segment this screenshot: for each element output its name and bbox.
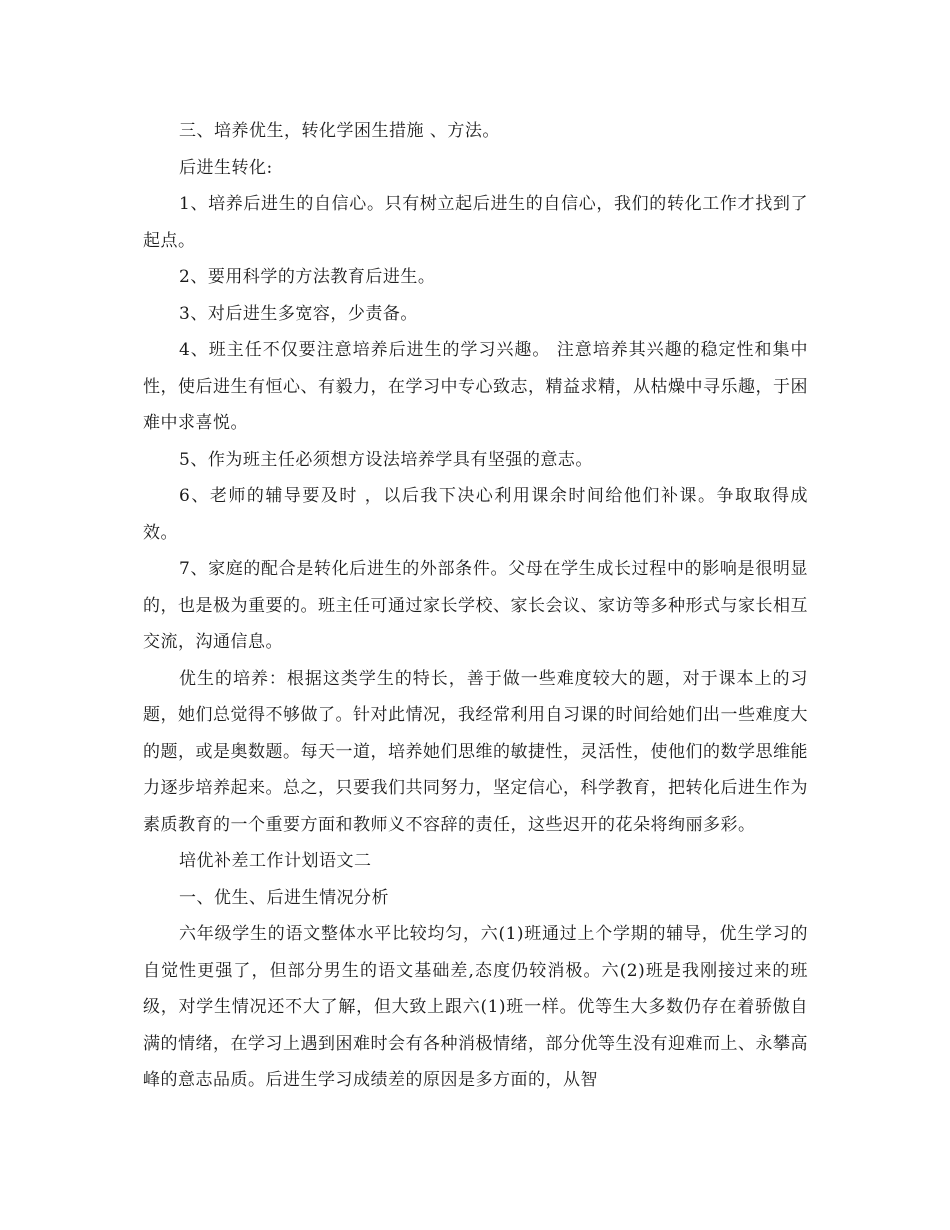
paragraph-section-1-heading: 一、优生、后进生情况分析 — [179, 887, 389, 908]
paragraph-plan-title: 培优补差工作计划语文二 — [179, 851, 372, 871]
paragraph-item-7: 7、家庭的配合是转化后进生的外部条件。父母在学生成长过程中的影响是很明显的，也是极为重要的。班主任可通过家长学校、家长会议、家访等多种形式与家长相互交流，沟通信息。 — [143, 559, 808, 652]
paragraph-item-3: 3、对后进生多宽容，少责备。 — [179, 303, 418, 324]
paragraph-top-students: 优生的培养：根据这类学生的特长，善于做一些难度较大的题，对于课本上的习题，她们总觉得不够做了。针对此情况，我经常利用自习课的时间给她们出一些难度大的题，或是奥数题。每天一道，培养她们思维的敏捷性，灵活性，使他们的数学思维能力逐步培养起来。总之，只要我们共同努力，坚定信心，科学教育，把转化后进生作为素质教育的一个重要方面和教师义不容辞的责任，这些迟开的花朵将绚丽多彩。 — [143, 668, 808, 835]
paragraph-item-1: 1、培养后进生的自信心。只有树立起后进生的自信心，我们的转化工作才找到了起点。 — [143, 194, 808, 251]
paragraph-item-4: 4、班主任不仅要注意培养后进生的学习兴趣。 注意培养其兴趣的稳定性和集中性，使后进生有恒心、有毅力，在学习中专心致志，精益求精，从枯燥中寻乐趣，于困难中求喜悦。 — [143, 340, 808, 433]
paragraph-analysis: 六年级学生的语文整体水平比较均匀，六(1)班通过上个学期的辅导，优生学习的自觉性更强了，但部分男生的语文基础差,态度仍较消极。六(2)班是我刚接过来的班级，对学生情况还不大了解，但大致上跟六(1)班一样。优等生大多数仍存在着骄傲自满的情绪，在学习上遇到困难时会有各种消极情绪，部分优等生没有迎难而上、永攀高峰的意志品质。后进生学习成绩差的原因是多方面的，从智 — [143, 924, 808, 1090]
document-body — [143, 113, 808, 1099]
paragraph-item-5: 5、作为班主任必须想方设法培养学具有坚强的意志。 — [179, 449, 593, 470]
paragraph-section-3-heading: 三、培养优生，转化学困生措施 、方法。 — [179, 121, 500, 141]
paragraph-laggard-heading: 后进生转化: — [179, 157, 273, 178]
paragraph-item-2: 2、要用科学的方法教育后进生。 — [179, 267, 436, 287]
paragraph-item-6: 6、老师的辅导要及时 ，以后我下决心利用课余时间给他们补课。争取取得成效。 — [143, 486, 808, 543]
